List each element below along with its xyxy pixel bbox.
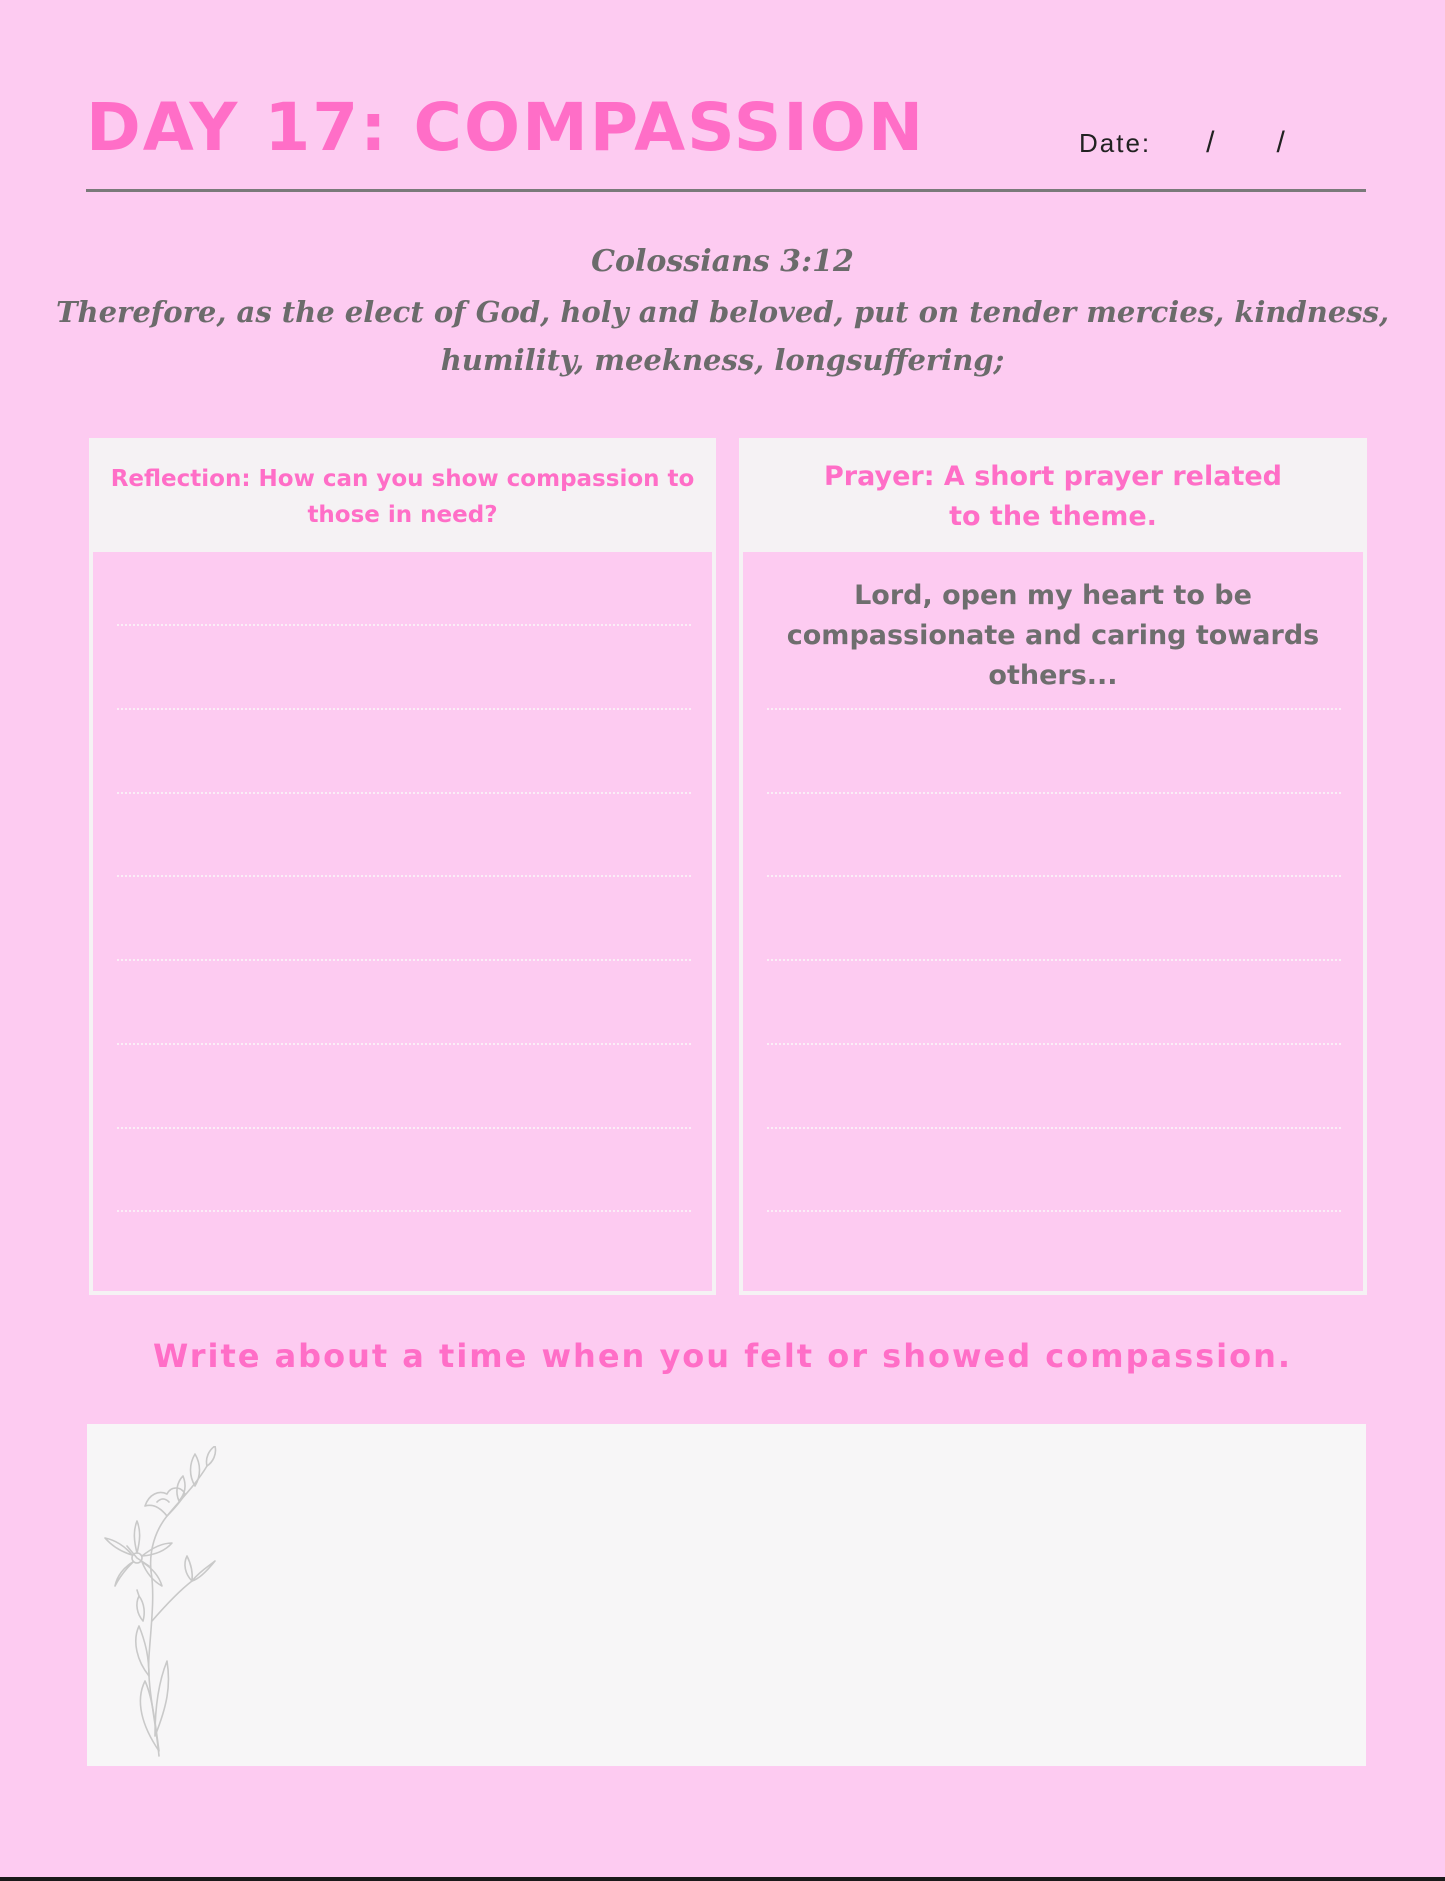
writing-line[interactable] <box>117 1210 691 1212</box>
journal-prompt: Write about a time when you felt or showed compassion. <box>152 1337 1293 1375</box>
page-title: DAY 17: COMPASSION <box>86 89 926 166</box>
writing-line[interactable] <box>117 708 691 710</box>
date-separator: / <box>1206 126 1215 159</box>
reflection-heading: Reflection: How can you show compassion to those in need? <box>93 442 712 552</box>
reflection-panel <box>89 438 716 1295</box>
verse-text: Therefore, as the elect of God, holy and beloved, put on tender mercies, kindness, humility, meekness, longsuffering; <box>55 295 1390 377</box>
date-label: Date: <box>1079 127 1152 158</box>
writing-line[interactable] <box>767 875 1341 877</box>
verse-reference: Colossians 3:12 <box>591 244 854 279</box>
writing-line[interactable] <box>117 624 691 626</box>
date-field[interactable] <box>1079 126 1285 160</box>
prayer-panel <box>739 438 1367 1295</box>
writing-line[interactable] <box>117 875 691 877</box>
writing-line[interactable] <box>117 1043 691 1045</box>
journal-writing-area[interactable] <box>87 1424 1366 1766</box>
page-bottom-edge <box>0 1877 1445 1881</box>
writing-line[interactable] <box>767 959 1341 961</box>
writing-line[interactable] <box>117 1127 691 1129</box>
flower-icon <box>97 1446 247 1758</box>
writing-line[interactable] <box>767 1043 1341 1045</box>
writing-line[interactable] <box>117 792 691 794</box>
header-divider <box>86 189 1366 192</box>
prayer-text: Lord, open my heart to be compassionate and caring towards others... <box>786 580 1320 691</box>
writing-line[interactable] <box>767 708 1341 710</box>
writing-line[interactable] <box>117 959 691 961</box>
writing-line[interactable] <box>767 792 1341 794</box>
writing-line[interactable] <box>767 1127 1341 1129</box>
date-separator: / <box>1276 126 1285 159</box>
prayer-heading: Prayer: A short prayer related to the theme. <box>743 442 1363 552</box>
writing-line[interactable] <box>767 1210 1341 1212</box>
